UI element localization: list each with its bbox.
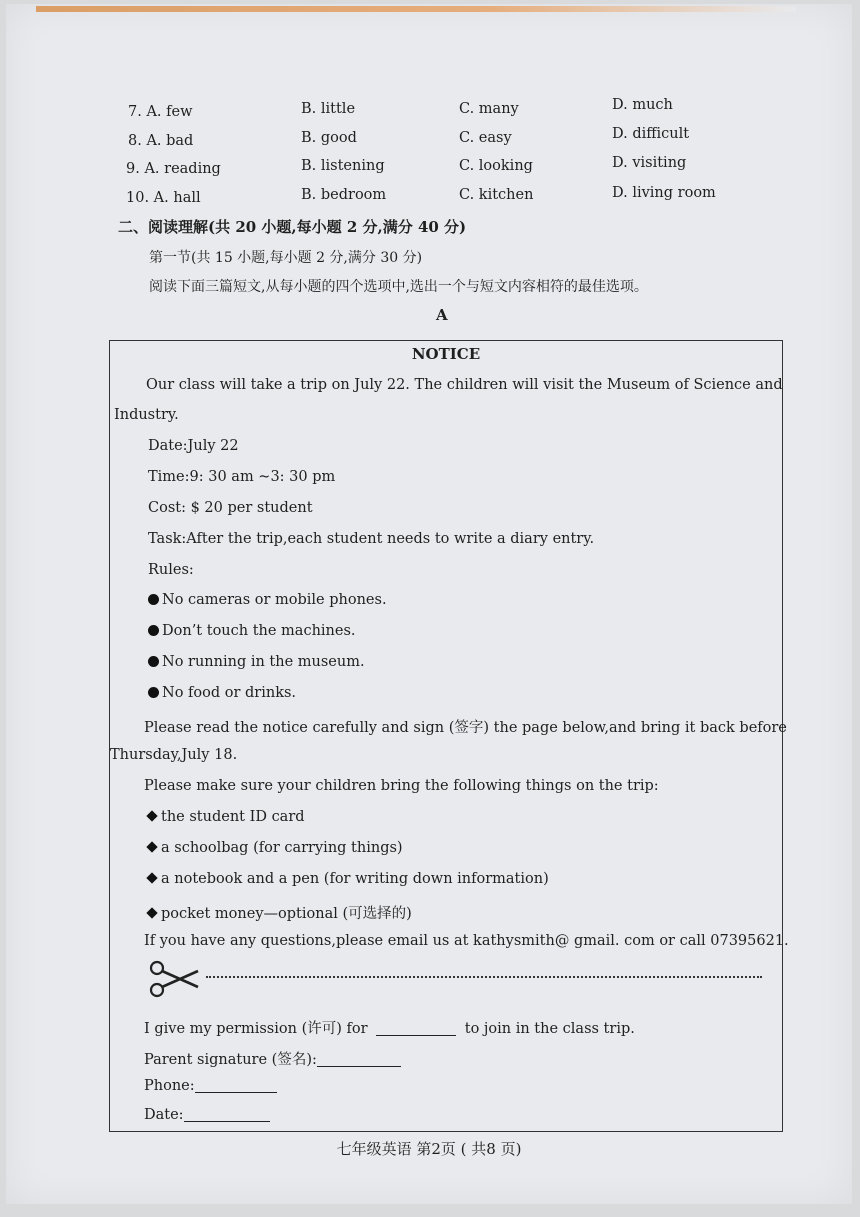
choice-8d: D. difficult <box>612 126 690 142</box>
parent-signature-label: Parent signature (签名): <box>144 1052 317 1068</box>
date-blank[interactable] <box>184 1107 270 1122</box>
choice-10b: B. bedroom <box>301 187 387 203</box>
bring-item-text: a notebook and a pen (for writing down information) <box>161 871 549 887</box>
choice-8a: 8. A. bad <box>128 133 194 149</box>
notice-bring-intro: Please make sure your children bring the following things on the trip: <box>144 778 659 794</box>
top-edge-stripe <box>36 6 796 12</box>
exam-page <box>6 4 852 1204</box>
bullet-dot-icon <box>148 656 159 667</box>
diamond-bullet-icon <box>146 872 157 883</box>
permission-line <box>144 1017 635 1038</box>
date-line <box>144 1107 270 1123</box>
notice-title: NOTICE <box>411 345 481 363</box>
date-label: Date: <box>144 1107 184 1123</box>
bring-item-text: a schoolbag (for carrying things) <box>161 840 403 856</box>
permission-text-end: to join in the class trip. <box>464 1021 635 1037</box>
notice-time: Time:9: 30 am ~3: 30 pm <box>148 469 336 485</box>
bring-item-text: the student ID card <box>161 809 305 825</box>
choice-9a: 9. A. reading <box>126 161 221 177</box>
bullet-dot-icon <box>148 594 159 605</box>
rule-item <box>148 685 296 701</box>
notice-date: Date:July 22 <box>148 438 239 454</box>
notice-task: Task:After the trip,each student needs to write a diary entry. <box>148 531 595 547</box>
notice-box <box>109 340 789 1132</box>
parent-signature-line <box>144 1048 401 1069</box>
section-title: 二、阅读理解(共 20 小题,每小题 2 分,满分 40 分) <box>118 218 467 236</box>
choice-9b: B. listening <box>301 158 385 174</box>
choice-10c: C. kitchen <box>459 187 534 203</box>
scissors-icon <box>148 959 202 999</box>
choice-7b: B. little <box>301 101 356 117</box>
diamond-bullet-icon <box>146 907 157 918</box>
choice-9c: C. looking <box>459 158 533 174</box>
bullet-dot-icon <box>148 687 159 698</box>
bring-item <box>146 871 549 887</box>
page-footer: 七年级英语 第2页 ( 共8 页) <box>336 1140 522 1158</box>
parent-signature-blank[interactable] <box>317 1052 401 1067</box>
choice-8b: B. good <box>301 130 357 146</box>
choice-7d: D. much <box>612 97 673 113</box>
diamond-bullet-icon <box>146 841 157 852</box>
notice-sign-line1: Please read the notice carefully and sign (签字) the page below,and bring it back before <box>144 720 787 736</box>
bullet-dot-icon <box>148 625 159 636</box>
section-instruction: 阅读下面三篇短文,从每小题的四个选项中,选出一个与短文内容相符的最佳选项。 <box>149 279 648 295</box>
bring-item <box>146 902 412 923</box>
phone-label: Phone: <box>144 1078 195 1094</box>
rule-item <box>148 592 387 608</box>
choice-8c: C. easy <box>459 130 512 146</box>
rule-text: No running in the museum. <box>162 654 365 670</box>
bring-item <box>146 840 403 856</box>
rule-item <box>148 623 356 639</box>
notice-intro-line2: Industry. <box>114 407 179 423</box>
cut-line <box>206 976 762 978</box>
choice-9d: D. visiting <box>612 155 687 171</box>
notice-intro-line1: Our class will take a trip on July 22. The children will visit the Museum of Science and <box>146 377 783 393</box>
notice-rules-label: Rules: <box>148 562 194 578</box>
choice-10a: 10. A. hall <box>126 190 201 206</box>
rule-text: No cameras or mobile phones. <box>162 592 387 608</box>
notice-cost: Cost: $ 20 per student <box>148 500 313 516</box>
diamond-bullet-icon <box>146 810 157 821</box>
rule-text: No food or drinks. <box>162 685 297 701</box>
notice-contact: If you have any questions,please email us at kathysmith@ gmail. com or call 07395621. <box>144 933 789 949</box>
section-part-heading: 第一节(共 15 小题,每小题 2 分,满分 30 分) <box>149 250 423 266</box>
permission-text: I give my permission (许可) for <box>144 1021 368 1037</box>
rule-item <box>148 654 365 670</box>
child-name-blank[interactable] <box>376 1021 456 1036</box>
passage-label: A <box>436 306 448 324</box>
choice-10d: D. living room <box>612 185 716 201</box>
rule-text: Don’t touch the machines. <box>162 623 356 639</box>
phone-line <box>144 1078 277 1094</box>
bring-item <box>146 809 305 825</box>
notice-sign-line2: Thursday,July 18. <box>110 747 238 763</box>
phone-blank[interactable] <box>195 1078 277 1093</box>
choice-7a: 7. A. few <box>128 104 193 120</box>
choice-7c: C. many <box>459 101 519 117</box>
bring-item-text: pocket money—optional (可选择的) <box>161 906 412 922</box>
